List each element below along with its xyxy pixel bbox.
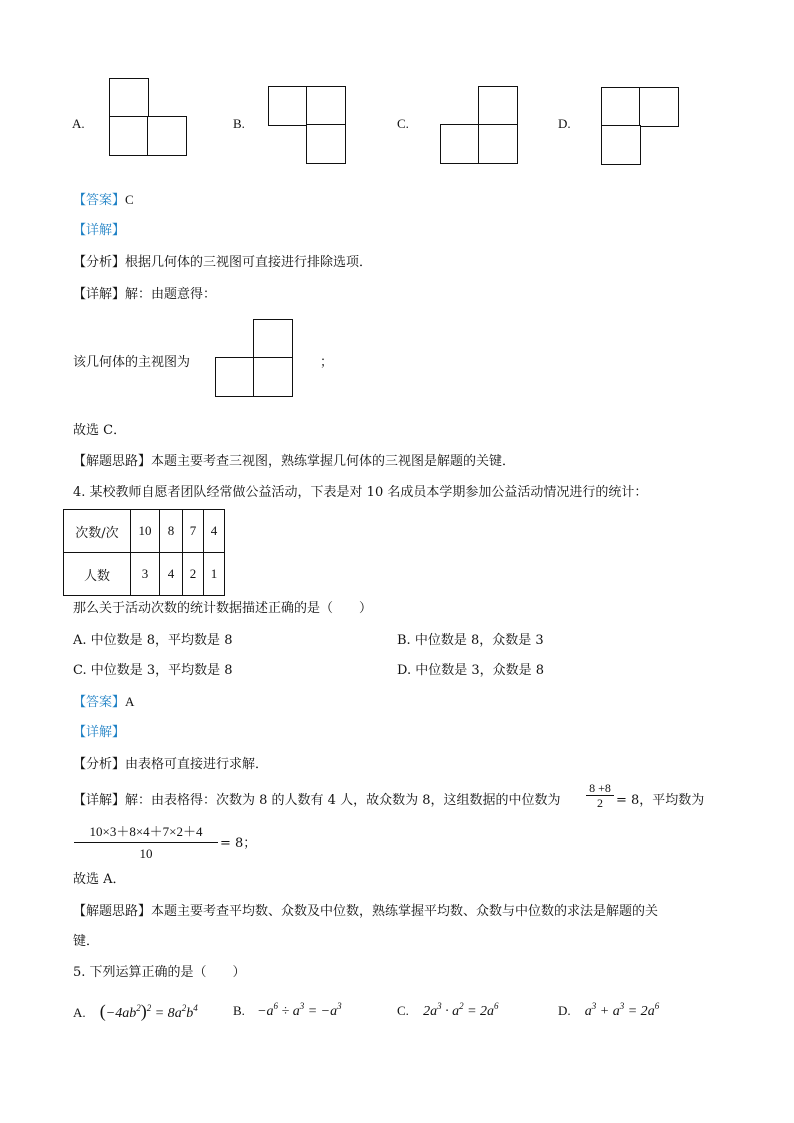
- q4-insight-line: [73, 903, 658, 921]
- option-formula: $(-4ab^2)^2 = 8a^2b^4$: [99, 1001, 198, 1021]
- q4-stat-table: [63, 509, 225, 596]
- table-cell: 2: [183, 553, 204, 596]
- square: [440, 124, 480, 164]
- option-formula: $-a^6 \div a^3 = -a^3$: [257, 1001, 342, 1019]
- q3-answer-line: [73, 191, 134, 210]
- fraction-denominator: 2: [597, 796, 603, 810]
- q4-detail-heading: [73, 724, 125, 742]
- mean-equals: = 8；: [220, 836, 257, 851]
- q3-choose: 故选 C．: [73, 423, 127, 438]
- table-cell: 8: [160, 510, 183, 553]
- table-row: [64, 553, 225, 596]
- q4-option-d: D. 中位数是 3，众数是 8: [397, 663, 545, 678]
- table-cell: 10: [131, 510, 160, 553]
- option-label: D.: [558, 1003, 571, 1018]
- solution-text: 解：由表格得：次数为 8 的人数有 4 人，故众数为 8，这组数据的中位数为: [125, 793, 561, 808]
- table-cell: 4: [204, 510, 225, 553]
- q4-stem: 4. 某校教师自愿者团队经常做公益活动，下表是对 10 名成员本学期参加公益活动情况进行的统计：: [73, 485, 648, 500]
- analysis-text: 根据几何体的三视图可直接进行排除选项．: [125, 255, 373, 270]
- insight-text: 本题主要考查平均数、众数及中位数，熟练掌握平均数、众数与中位数的求法是解题的关: [151, 904, 659, 919]
- q4-option-b: B. 中位数是 8，众数是 3: [397, 633, 544, 648]
- q3-solution-line: [73, 286, 216, 304]
- square: [215, 357, 255, 397]
- square: [109, 116, 149, 156]
- table-row: [64, 510, 225, 553]
- table-header-cell: 人数: [64, 553, 131, 596]
- option-label: A.: [73, 1005, 86, 1020]
- square: [601, 87, 641, 127]
- analysis-text: 由表格可直接进行求解．: [125, 757, 269, 772]
- insight-tag: 【解题思路】: [73, 904, 152, 919]
- median-equals: = 8，平均数为: [616, 793, 705, 808]
- square: [253, 357, 293, 397]
- square: [478, 124, 518, 164]
- detail-tag: 【详解】: [73, 223, 126, 238]
- q3-option-d-label: D.: [558, 116, 571, 131]
- table-cell: 4: [160, 553, 183, 596]
- insight-text: 本题主要考查三视图，熟练掌握几何体的三视图是解题的关键．: [151, 454, 516, 469]
- square: [306, 86, 346, 126]
- fraction-denominator: 10: [139, 846, 153, 861]
- square: [639, 87, 679, 127]
- q3-insight-line: [73, 453, 515, 471]
- q3-front-view-end: ；: [320, 355, 334, 370]
- q5-option-a: [73, 1002, 198, 1023]
- fraction-numerator: 8 +8: [586, 781, 614, 796]
- fraction-numerator: 10×3＋8×4＋7×2＋4: [74, 823, 218, 843]
- q4-question: 那么关于活动次数的统计数据描述正确的是（ ）: [73, 601, 373, 616]
- table-cell: 1: [204, 553, 225, 596]
- insight-tag: 【解题思路】: [73, 454, 152, 469]
- q5-option-c: [397, 1002, 499, 1021]
- q4-option-c: C. 中位数是 3，平均数是 8: [73, 663, 233, 678]
- q5-stem: 5. 下列运算正确的是（ ）: [73, 965, 246, 980]
- median-fraction: [586, 781, 614, 810]
- solution-tag: 【详解】: [73, 793, 126, 808]
- detail-tag: 【详解】: [73, 725, 126, 740]
- option-label: B.: [233, 1003, 245, 1018]
- q3-option-a-label: A.: [72, 116, 85, 131]
- q3-front-view-text: 该几何体的主视图为: [73, 355, 191, 370]
- option-formula: $2a^3 \cdot a^2 = 2a^6$: [423, 1001, 499, 1019]
- q4-solution-line: [73, 792, 561, 810]
- table-cell: 7: [183, 510, 204, 553]
- answer-tag: 【答案】: [73, 193, 126, 208]
- square: [268, 86, 308, 126]
- q4-answer-line: [73, 693, 134, 712]
- q4-analysis-line: [73, 756, 268, 774]
- mean-fraction: [74, 823, 218, 862]
- square: [478, 86, 518, 126]
- square: [147, 116, 187, 156]
- answer-value: C: [125, 192, 134, 207]
- square: [109, 78, 149, 118]
- q4-choose: 故选 A．: [73, 872, 126, 887]
- q3-option-c-label: C.: [397, 116, 409, 131]
- square: [601, 125, 641, 165]
- option-formula: $a^3 + a^3 = 2a^6$: [584, 1001, 660, 1019]
- q3-option-b-label: B.: [233, 116, 245, 131]
- q3-analysis-line: [73, 254, 372, 272]
- answer-value: A: [125, 694, 135, 709]
- analysis-tag: 【分析】: [73, 255, 126, 270]
- solution-text: 解：由题意得：: [125, 287, 217, 302]
- q4-option-a: A. 中位数是 8，平均数是 8: [73, 633, 233, 648]
- square: [306, 124, 346, 164]
- option-label: C.: [397, 1003, 409, 1018]
- q5-option-d: [558, 1002, 659, 1021]
- table-cell: 3: [131, 553, 160, 596]
- square: [253, 319, 293, 359]
- q3-detail-heading: [73, 222, 125, 240]
- table-header-cell: 次数/次: [64, 510, 131, 553]
- solution-tag: 【详解】: [73, 287, 126, 302]
- q5-option-b: [233, 1002, 342, 1021]
- q4-insight-continued: 键．: [73, 934, 100, 949]
- analysis-tag: 【分析】: [73, 757, 126, 772]
- answer-tag: 【答案】: [73, 695, 126, 710]
